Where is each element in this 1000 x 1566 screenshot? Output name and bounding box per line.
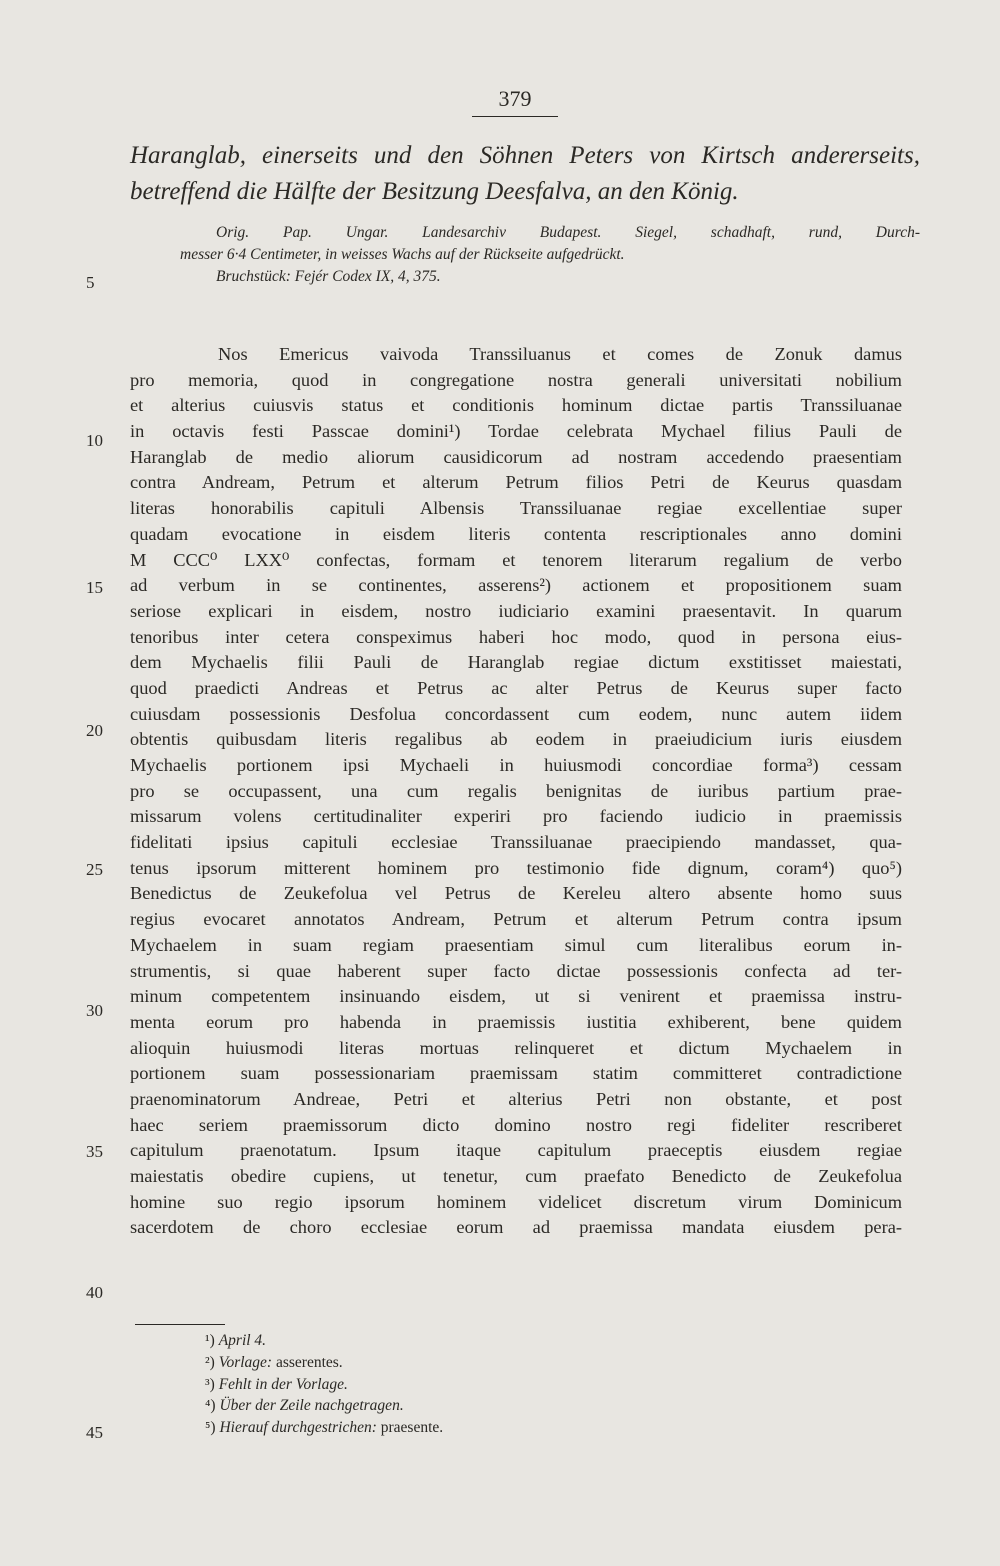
line-number: 45 bbox=[86, 1423, 103, 1442]
footnote-quote: asserentes. bbox=[272, 1353, 343, 1371]
text-line: alioquin huiusmodi literas mortuas relinqueret et dictum Mychaelem in bbox=[130, 1037, 902, 1058]
footnote-text: Über der Zeile nachgetragen. bbox=[219, 1397, 404, 1415]
line-number: 40 bbox=[86, 1283, 103, 1302]
source-line: messer 6·4 Centimeter, in weisses Wachs auf der Rückseite aufgedrückt. bbox=[180, 246, 625, 263]
footnote bbox=[205, 1330, 705, 1352]
footnote-mark: ¹) bbox=[205, 1332, 215, 1349]
footnote bbox=[205, 1417, 705, 1439]
text-line: M CCC⁰ LXX⁰ confectas, formam et tenorem literarum regalium de verbo bbox=[130, 549, 902, 570]
text-line: Mychaelis portionem ipsi Mychaeli in huiusmodi concordiae forma³) cessam bbox=[130, 755, 902, 775]
footnote-rule bbox=[135, 1324, 225, 1325]
source-line: Orig. Pap. Ungar. Landesarchiv Budapest. Siegel, schadhaft, rund, Durch- bbox=[216, 224, 920, 241]
footnote-text: Fehlt in der Vorlage. bbox=[218, 1375, 348, 1393]
footnote-mark: ²) bbox=[205, 1353, 215, 1371]
text-line: ad verbum in se continentes, asserens²) actionem et propositionem suam bbox=[130, 575, 902, 596]
text-line: Haranglab de medio aliorum causidicorum ad nostram accedendo praesentiam bbox=[130, 446, 902, 467]
line-number: 20 bbox=[86, 721, 103, 740]
text-line: praenominatorum Andreae, Petri et alterius Petri non obstante, et post bbox=[130, 1088, 902, 1109]
footnote-mark: ⁵) bbox=[205, 1419, 216, 1437]
text-line: homine suo regio ipsorum hominem videlicet discretum virum Dominicum bbox=[130, 1191, 902, 1212]
text-line: Benedictus de Zeukefolua vel Petrus de Kereleu altero absente homo suus bbox=[130, 883, 902, 904]
text-line: fidelitati ipsius capituli ecclesiae Transsiluanae praecipiendo mandasset, qua- bbox=[130, 832, 902, 853]
heading-line: Haranglab, einerseits und den Söhnen Peters von Kirtsch andererseits, bbox=[130, 142, 920, 169]
text-line: dem Mychaelis filii Pauli de Haranglab regiae dictum exstitisset maiestati, bbox=[130, 652, 902, 673]
text-line: menta eorum pro habenda in praemissis iustitia exhiberent, bene quidem bbox=[130, 1011, 902, 1032]
text-line: contra Andream, Petrum et alterum Petrum filios Petri de Keurus quasdam bbox=[130, 472, 902, 493]
text-line: literas honorabilis capituli Albensis Transsiluanae regiae excellentiae super bbox=[130, 498, 902, 519]
document-heading bbox=[130, 138, 920, 210]
line-number: 15 bbox=[86, 578, 103, 597]
text-line: Mychaelem in suam regiam praesentiam simul cum literalibus eorum in- bbox=[130, 934, 902, 955]
text-line: strumentis, si quae haberent super facto dictae possessionis confecta ad ter- bbox=[130, 960, 902, 981]
line-number: 10 bbox=[86, 431, 103, 450]
footnote-text: Hierauf durchgestrichen: bbox=[219, 1419, 377, 1437]
text-line: tenoribus inter cetera conspeximus haberi hoc modo, quod in persona eius- bbox=[130, 626, 902, 647]
footnote-mark: ³) bbox=[205, 1375, 215, 1393]
text-line: maiestatis obedire cupiens, ut tenetur, cum praefato Benedicto de Zeukefolua bbox=[130, 1166, 902, 1186]
text-line: regius evocaret annotatos Andream, Petrum et alterum Petrum contra ipsum bbox=[130, 909, 902, 930]
page-number-rule bbox=[472, 116, 558, 117]
text-line: seriose explicari in eisdem, nostro iudiciario examini praesentavit. In quarum bbox=[130, 600, 902, 621]
source-line: Bruchstück: Fejér Codex IX, 4, 375. bbox=[216, 268, 441, 285]
footnote bbox=[205, 1395, 705, 1417]
footnote-text: April 4. bbox=[218, 1332, 267, 1349]
text-line: cuiusdam possessionis Desfolua concordassent cum eodem, nunc autem iidem bbox=[130, 703, 902, 724]
source-note bbox=[130, 222, 920, 288]
line-number: 25 bbox=[86, 860, 103, 879]
footnote-quote: praesente. bbox=[376, 1419, 444, 1437]
text-line: quod praedicti Andreas et Petrus ac alter Petrus de Keurus super facto bbox=[130, 677, 902, 698]
page-number: 379 bbox=[498, 86, 532, 111]
footnotes bbox=[205, 1330, 705, 1439]
footnote bbox=[205, 1374, 705, 1396]
text-line: sacerdotem de choro ecclesiae eorum ad praemissa mandata eiusdem pera- bbox=[130, 1217, 902, 1238]
text-line: tenus ipsorum mitterent hominem pro testimonio fide dignum, coram⁴) quo⁵) bbox=[130, 857, 902, 878]
text-line: capitulum praenotatum. Ipsum itaque capitulum praeceptis eiusdem regiae bbox=[130, 1140, 902, 1161]
text-line: et alterius cuiusvis status et conditionis hominum dictae partis Transsiluanae bbox=[130, 395, 902, 416]
text-line: minum competentem insinuando eisdem, ut si venirent et praemissa instru- bbox=[130, 986, 902, 1007]
text-line: pro se occupassent, una cum regalis benignitas de iuribus partium prae- bbox=[130, 780, 902, 801]
text-line: pro memoria, quod in congregatione nostra generali universitati nobilium bbox=[130, 369, 902, 390]
line-number: 30 bbox=[86, 1001, 103, 1020]
footnote-text: Vorlage: bbox=[218, 1353, 273, 1371]
footnote-mark: ⁴) bbox=[205, 1397, 216, 1415]
text-line: portionem suam possessionariam praemissam statim committeret contradictione bbox=[130, 1063, 902, 1084]
footnote bbox=[205, 1352, 705, 1374]
line-number: 35 bbox=[86, 1142, 103, 1161]
text-line: obtentis quibusdam literis regalibus ab eodem in praeiudicium iuris eiusdem bbox=[130, 729, 902, 750]
charter-text bbox=[130, 342, 902, 1241]
text-line: in octavis festi Passcae domini¹) Tordae celebrata Mychael filius Pauli de bbox=[130, 421, 902, 442]
text-line: haec seriem praemissorum dicto domino nostro regi fideliter rescriberet bbox=[130, 1114, 902, 1135]
heading-line: betreffend die Hälfte der Besitzung Deesfalva, an den König. bbox=[130, 178, 739, 205]
text-line: Nos Emericus vaivoda Transsiluanus et comes de Zonuk damus bbox=[218, 344, 902, 364]
line-number: 5 bbox=[86, 273, 95, 292]
text-line: missarum volens certitudinaliter experiri pro faciendo iudicio in praemissis bbox=[130, 806, 902, 827]
text-line: quadam evocatione in eisdem literis contenta rescriptionales anno domini bbox=[130, 523, 902, 544]
